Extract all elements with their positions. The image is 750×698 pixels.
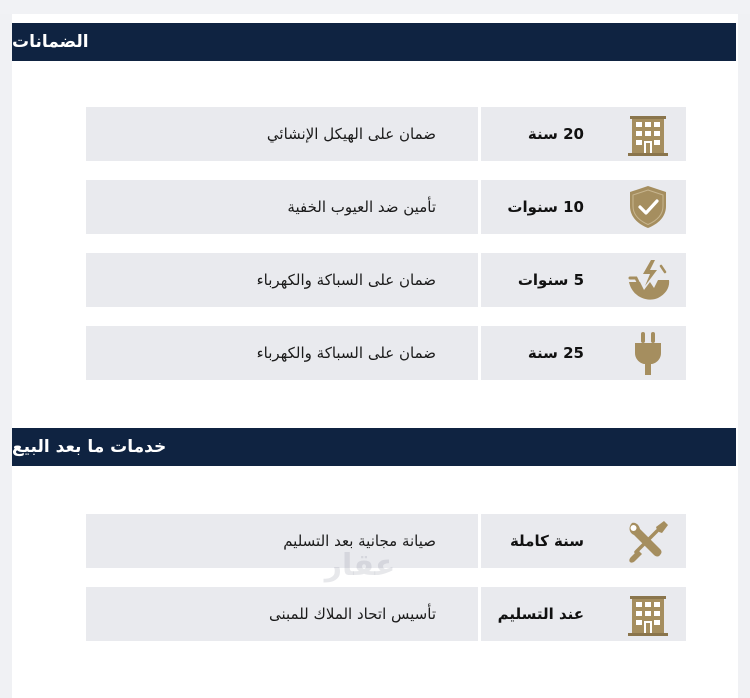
- shield-check-icon: [624, 183, 672, 231]
- after-sale-row-maintenance: [86, 514, 686, 568]
- row-value-cell: [481, 326, 686, 380]
- row-value: 5 سنوات: [517, 271, 584, 289]
- warranties-header: [12, 23, 736, 61]
- row-value: 20 سنة: [527, 125, 584, 143]
- power-plug-icon: [624, 329, 672, 377]
- row-value: 10 سنوات: [507, 198, 584, 216]
- warranty-row-hidden-defects: [86, 180, 686, 234]
- warranty-row-structure: [86, 107, 686, 161]
- row-description: ضمان على السباكة والكهرباء: [86, 326, 478, 380]
- after-sale-header: [12, 428, 736, 466]
- warranty-row-plumbing-electric-25: [86, 326, 686, 380]
- row-description: ضمان على السباكة والكهرباء: [86, 253, 478, 307]
- row-value-cell: [481, 587, 686, 641]
- tools-icon: [624, 517, 672, 565]
- row-description: تأسيس اتحاد الملاك للمبنى: [86, 587, 478, 641]
- warranty-row-plumbing-electric-5: [86, 253, 686, 307]
- card-left-edge: [0, 14, 12, 698]
- building-icon: [624, 110, 672, 158]
- row-value: سنة كاملة: [509, 532, 584, 550]
- warranties-title: الضمانات: [12, 32, 89, 52]
- row-value: عند التسليم: [497, 605, 584, 623]
- row-description: تأمين ضد العيوب الخفية: [86, 180, 478, 234]
- row-value-cell: [481, 107, 686, 161]
- row-description: ضمان على الهيكل الإنشائي: [86, 107, 478, 161]
- row-value-cell: [481, 514, 686, 568]
- after-sale-title: خدمات ما بعد البيع: [12, 437, 167, 457]
- row-value: 25 سنة: [527, 344, 584, 362]
- row-description: صيانة مجانية بعد التسليم: [86, 514, 478, 568]
- building-icon: [624, 590, 672, 638]
- row-value-cell: [481, 253, 686, 307]
- broken-pipe-lightning-icon: [624, 256, 672, 304]
- card-right-edge: [738, 14, 750, 698]
- after-sale-row-owners-union: [86, 587, 686, 641]
- row-value-cell: [481, 180, 686, 234]
